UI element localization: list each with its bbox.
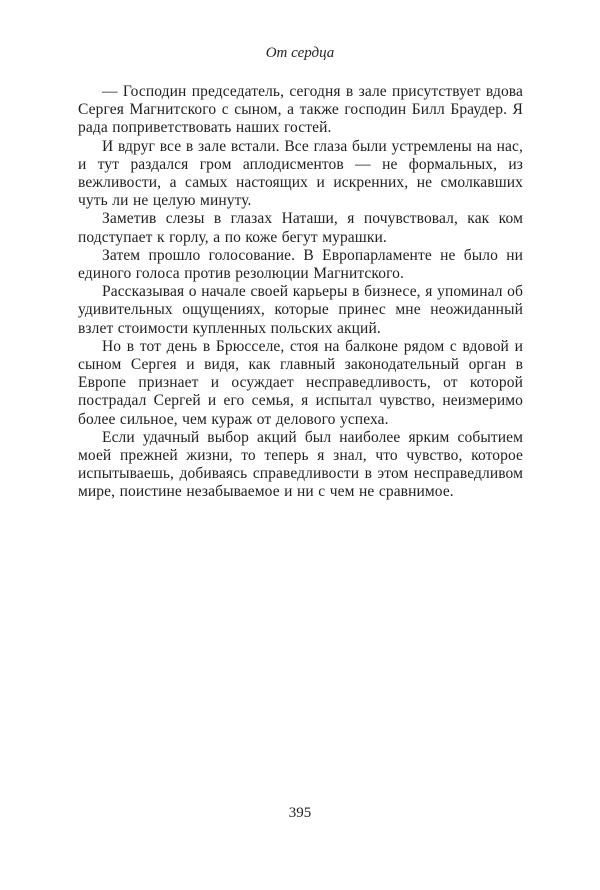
paragraph: Если удачный выбор акций был наиболее ярким событием моей прежней жизни, то теперь я знал, что чувство, которое испытываешь, добиваясь справедливости в этом несправедливом мире, поистине незабываемое и ни с чем не сравнимое. (78, 428, 523, 501)
text-block (78, 83, 523, 502)
paragraph: Заметив слезы в глазах Наташи, я почувствовал, как ком подступает к горлу, а по коже бегут мурашки. (78, 210, 523, 246)
page-number: 395 (288, 805, 312, 821)
paragraph: Но в тот день в Брюсселе, стоя на балконе рядом с вдовой и сыном Сергея и видя, как главный законодательный орган в Европе признает и осуждает несправедливость, от которой пострадал Сергей и его семья, я испытал чувство, неизмеримо более сильное, чем кураж от делового успеха. (78, 337, 523, 428)
paragraph: И вдруг все в зале встали. Все глаза были устремлены на нас, и тут раздался гром аплодисментов — не формальных, из вежливости, а самых настоящих и искренних, не смолкавших чуть ли не целую минуту. (78, 137, 523, 210)
paragraph: — Господин председатель, сегодня в зале присутствует вдова Сергея Магнитского с сыном, а также господин Билл Браудер. Я рада поприветствовать наших гостей. (78, 83, 523, 137)
running-title: От сердца (265, 45, 335, 61)
paragraph: Затем прошло голосование. В Европарламенте не было ни единого голоса против резолюции Магнитского. (78, 246, 523, 283)
paragraph: Рассказывая о начале своей карьеры в бизнесе, я упоминал об удивительных ощущениях, которые принес мне неожиданный взлет стоимости купленных польских акций. (78, 283, 523, 337)
